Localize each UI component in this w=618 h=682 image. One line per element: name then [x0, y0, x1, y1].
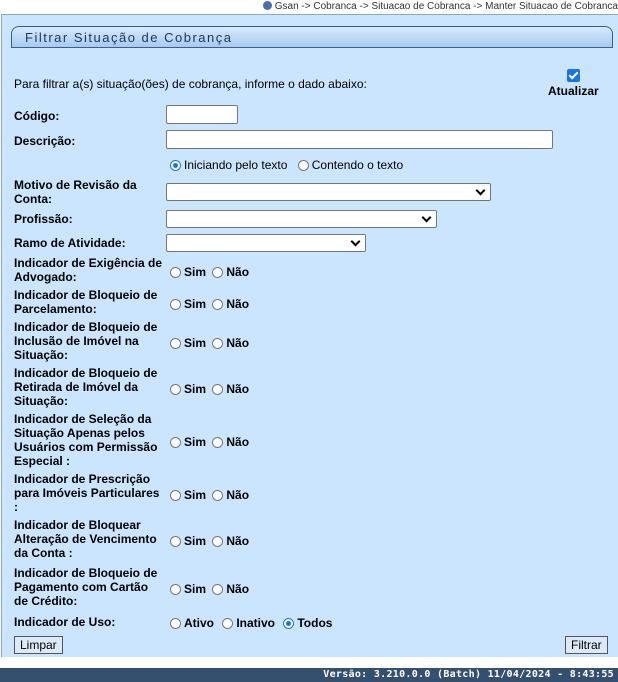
radio-icon[interactable] — [170, 299, 181, 310]
nao-option[interactable]: Não — [212, 582, 249, 596]
radio-icon[interactable] — [212, 267, 223, 278]
uso-todos-option[interactable]: Todos — [283, 616, 332, 630]
sim-option[interactable]: Sim — [170, 336, 206, 350]
codigo-label: Código: — [14, 109, 60, 123]
nao-option[interactable]: Não — [212, 297, 249, 311]
descricao-match-mode — [170, 158, 406, 172]
codigo-input[interactable] — [166, 105, 238, 124]
radio-icon[interactable] — [170, 437, 181, 448]
indicator-label: Indicador de Bloqueio de Parcelamento: — [14, 288, 158, 316]
breadcrumb-text[interactable]: Gsan -> Cobranca -> Situacao de Cobranca -> Manter Situacao de Cobranca — [274, 1, 618, 12]
indicator-label: Indicador de Bloqueio de Inclusão de Imóvel na Situação: — [14, 320, 158, 362]
nao-option[interactable]: Não — [212, 382, 249, 396]
radio-icon[interactable] — [212, 384, 223, 395]
sim-option[interactable]: Sim — [170, 297, 206, 311]
filter-panel — [1, 14, 618, 657]
indicator-label: Indicador de Exigência de Advogado: — [14, 256, 163, 284]
indicator-radio-group — [170, 297, 252, 311]
version-footer — [0, 668, 618, 682]
sim-option[interactable]: Sim — [170, 488, 206, 502]
radio-icon[interactable] — [170, 338, 181, 349]
chevron-down-icon — [351, 237, 361, 247]
radio-icon[interactable] — [170, 490, 181, 501]
indicator-label: Indicador de Seleção da Situação Apenas pelos Usuários com Permissão Especial : — [14, 412, 158, 468]
radio-icon[interactable] — [212, 437, 223, 448]
radio-icon[interactable] — [212, 536, 223, 547]
motivo-label: Motivo de Revisão da Conta: — [14, 178, 137, 206]
indicator-radio-group — [170, 382, 252, 396]
indicator-label: Indicador de Bloqueio de Retirada de Imóvel da Situação: — [14, 366, 158, 408]
nao-option[interactable]: Não — [212, 534, 249, 548]
limpar-button[interactable]: Limpar — [14, 636, 63, 654]
nao-option[interactable]: Não — [212, 336, 249, 350]
sim-option[interactable]: Sim — [170, 382, 206, 396]
profissao-label: Profissão: — [14, 212, 73, 226]
descricao-label: Descrição: — [14, 134, 76, 148]
indicator-radio-group — [170, 435, 252, 449]
uso-ativo-option[interactable]: Ativo — [170, 616, 214, 630]
sim-option[interactable]: Sim — [170, 534, 206, 548]
uso-inativo-option[interactable]: Inativo — [222, 616, 275, 630]
sim-option[interactable]: Sim — [170, 435, 206, 449]
indicator-label: Indicador de Bloquear Alteração de Vencimento da Conta : — [14, 518, 157, 560]
nao-option[interactable]: Não — [212, 435, 249, 449]
radio-icon[interactable] — [212, 338, 223, 349]
radio-selected-icon[interactable] — [170, 160, 181, 171]
ramo-label: Ramo de Atividade: — [14, 236, 126, 250]
checkbox-checked-icon[interactable] — [567, 69, 580, 82]
sim-option[interactable]: Sim — [170, 582, 206, 596]
uso-label: Indicador de Uso: — [14, 615, 116, 629]
radio-icon[interactable] — [222, 618, 233, 629]
indicator-label: Indicador de Bloqueio de Pagamento com Cartão de Crédito: — [14, 566, 158, 608]
indicator-radio-group — [170, 265, 252, 279]
breadcrumb — [0, 0, 618, 14]
radio-icon[interactable] — [212, 299, 223, 310]
indicator-radio-group — [170, 336, 252, 350]
page-title: Filtrar Situação de Cobrança — [25, 30, 233, 45]
atualizar-label: Atualizar — [548, 84, 599, 98]
panel-titlebar — [11, 26, 613, 48]
radio-icon[interactable] — [212, 584, 223, 595]
radio-icon[interactable] — [212, 490, 223, 501]
indicator-label: Indicador de Prescrição para Imóveis Particulares : — [14, 472, 160, 514]
radio-icon[interactable] — [170, 536, 181, 547]
radio-icon[interactable] — [170, 384, 181, 395]
indicator-radio-group — [170, 488, 252, 502]
gsan-icon — [263, 1, 272, 10]
profissao-select[interactable] — [166, 210, 437, 228]
radio-icon[interactable] — [298, 160, 309, 171]
match-start-option[interactable]: Iniciando pelo texto — [170, 158, 287, 172]
radio-icon[interactable] — [170, 267, 181, 278]
chevron-down-icon — [422, 213, 432, 223]
radio-selected-icon[interactable] — [283, 618, 294, 629]
sim-option[interactable]: Sim — [170, 265, 206, 279]
match-contains-option[interactable]: Contendo o texto — [298, 158, 403, 172]
indicator-radio-group — [170, 534, 252, 548]
radio-icon[interactable] — [170, 618, 181, 629]
nao-option[interactable]: Não — [212, 265, 249, 279]
motivo-select[interactable] — [166, 183, 491, 201]
ramo-select[interactable] — [166, 234, 366, 252]
uso-radio-group — [170, 616, 335, 630]
descricao-input[interactable] — [166, 130, 553, 149]
intro-text: Para filtrar a(s) situação(ões) de cobrança, informe o dado abaixo: — [14, 77, 367, 91]
chevron-down-icon — [476, 186, 486, 196]
atualizar-checkbox[interactable] — [548, 69, 599, 98]
radio-icon[interactable] — [170, 584, 181, 595]
filtrar-button[interactable]: Filtrar — [565, 636, 608, 654]
indicator-radio-group — [170, 582, 252, 596]
version-text: Versão: 3.210.0.0 (Batch) 11/04/2024 - 8:43:55 — [323, 669, 614, 680]
nao-option[interactable]: Não — [212, 488, 249, 502]
